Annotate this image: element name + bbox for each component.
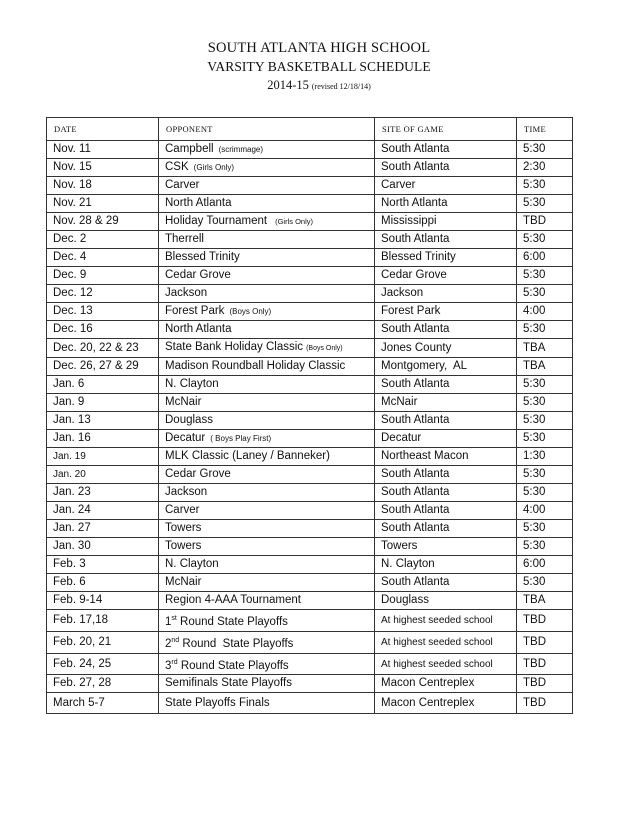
game-opponent — [159, 653, 375, 675]
game-date: Nov. 28 & 29 — [47, 213, 159, 231]
game-site: South Atlanta — [375, 502, 517, 520]
game-time: 6:00 — [517, 556, 573, 574]
game-site: Northeast Macon — [375, 448, 517, 466]
game-date: Dec. 12 — [47, 285, 159, 303]
season-line — [0, 78, 638, 93]
game-opponent — [159, 538, 375, 556]
game-opponent — [159, 358, 375, 376]
table-row — [47, 693, 573, 714]
game-time: 5:30 — [517, 466, 573, 484]
game-opponent — [159, 675, 375, 693]
game-opponent — [159, 466, 375, 484]
opponent-name: North Atlanta — [165, 323, 232, 335]
game-time: TBA — [517, 339, 573, 358]
opponent-name: N. Clayton — [165, 558, 219, 570]
game-date: Dec. 9 — [47, 267, 159, 285]
game-time: TBD — [517, 653, 573, 675]
opponent-name: Douglass — [165, 414, 213, 426]
table-row — [47, 466, 573, 484]
game-date: Jan. 30 — [47, 538, 159, 556]
round-number: 2 — [165, 637, 172, 650]
game-time: 5:30 — [517, 141, 573, 159]
game-time: TBD — [517, 610, 573, 632]
opponent-name: McNair — [165, 396, 202, 408]
game-date: Jan. 23 — [47, 484, 159, 502]
opponent-note: (Boys Only) — [306, 345, 343, 352]
game-opponent — [159, 556, 375, 574]
game-site: N. Clayton — [375, 556, 517, 574]
school-name: SOUTH ATLANTA HIGH SCHOOL — [207, 40, 431, 56]
game-opponent — [159, 159, 375, 177]
game-date: Feb. 6 — [47, 574, 159, 592]
game-site: McNair — [375, 394, 517, 412]
game-opponent — [159, 339, 375, 358]
column-header-date: DATE — [47, 118, 159, 141]
game-opponent — [159, 394, 375, 412]
table-row — [47, 213, 573, 231]
table-row — [47, 358, 573, 376]
game-site: Cedar Grove — [375, 267, 517, 285]
game-time: 4:00 — [517, 303, 573, 321]
game-site: South Atlanta — [375, 231, 517, 249]
game-time: 5:30 — [517, 430, 573, 448]
game-opponent — [159, 177, 375, 195]
table-row — [47, 267, 573, 285]
table-row — [47, 556, 573, 574]
opponent-name: Semifinals State Playoffs — [165, 677, 292, 690]
round-suffix: nd — [171, 636, 180, 644]
table-row — [47, 502, 573, 520]
opponent-name: CSK — [165, 161, 189, 173]
game-site: Decatur — [375, 430, 517, 448]
opponent-name: Round State Playoffs — [177, 659, 289, 672]
table-row — [47, 231, 573, 249]
game-date: March 5-7 — [47, 693, 159, 714]
game-date: Feb. 3 — [47, 556, 159, 574]
opponent-name: Madison Roundball Holiday Classic — [165, 360, 346, 372]
table-row — [47, 653, 573, 675]
opponent-name: Region 4-AAA Tournament — [165, 594, 301, 606]
column-header-site: SITE OF GAME — [375, 118, 517, 141]
round-suffix: rd — [171, 658, 178, 666]
game-site: South Atlanta — [375, 520, 517, 538]
opponent-name: Therrell — [165, 233, 204, 245]
game-date: Nov. 18 — [47, 177, 159, 195]
game-time: TBD — [517, 675, 573, 693]
game-date: Feb. 27, 28 — [47, 675, 159, 693]
game-site: South Atlanta — [375, 484, 517, 502]
table-row — [47, 321, 573, 339]
game-opponent — [159, 631, 375, 653]
game-time: 2:30 — [517, 159, 573, 177]
game-time: 6:00 — [517, 249, 573, 267]
game-date: Jan. 19 — [47, 448, 159, 466]
opponent-name: State Bank Holiday Classic — [165, 341, 304, 353]
game-site: Blessed Trinity — [375, 249, 517, 267]
game-time: 5:30 — [517, 177, 573, 195]
table-row — [47, 339, 573, 358]
opponent-name: Jackson — [165, 486, 208, 498]
game-time: TBD — [517, 631, 573, 653]
game-time: 5:30 — [517, 376, 573, 394]
game-date: Jan. 20 — [47, 466, 159, 484]
table-row — [47, 631, 573, 653]
opponent-name: Jackson — [165, 287, 208, 299]
game-time: 5:30 — [517, 520, 573, 538]
schedule-title: VARSITY BASKETBALL SCHEDULE — [207, 59, 431, 74]
table-row — [47, 574, 573, 592]
game-site: Carver — [375, 177, 517, 195]
table-row — [47, 394, 573, 412]
game-opponent — [159, 502, 375, 520]
game-site: South Atlanta — [375, 376, 517, 394]
game-time: 5:30 — [517, 412, 573, 430]
game-time: 5:30 — [517, 231, 573, 249]
opponent-name: North Atlanta — [165, 197, 232, 209]
game-site: Montgomery, AL — [375, 358, 517, 376]
game-site: At highest seeded school — [375, 610, 517, 632]
opponent-name: Round State Playoffs — [176, 615, 288, 628]
game-opponent — [159, 484, 375, 502]
season-year: 2014-15 — [267, 78, 309, 92]
game-date: Nov. 21 — [47, 195, 159, 213]
opponent-name: Blessed Trinity — [165, 251, 240, 263]
game-date: Jan. 24 — [47, 502, 159, 520]
opponent-name: Carver — [165, 504, 200, 516]
game-date: Nov. 15 — [47, 159, 159, 177]
game-date: Dec. 4 — [47, 249, 159, 267]
opponent-name: Towers — [165, 540, 202, 552]
opponent-note: (scrimmage) — [218, 145, 264, 154]
game-opponent — [159, 303, 375, 321]
game-opponent — [159, 574, 375, 592]
game-opponent — [159, 213, 375, 231]
table-row — [47, 610, 573, 632]
table-row — [47, 592, 573, 610]
game-site: At highest seeded school — [375, 653, 517, 675]
game-time: 5:30 — [517, 267, 573, 285]
table-row — [47, 448, 573, 466]
table-row — [47, 430, 573, 448]
opponent-name: Cedar Grove — [165, 468, 231, 480]
game-time: 5:30 — [517, 484, 573, 502]
opponent-name: McNair — [165, 576, 202, 588]
opponent-name: State Playoffs Finals — [165, 697, 270, 710]
game-date: Dec. 16 — [47, 321, 159, 339]
game-site: Douglass — [375, 592, 517, 610]
game-date: Feb. 9-14 — [47, 592, 159, 610]
game-site: Jones County — [375, 339, 517, 358]
opponent-note: (Boys Only) — [229, 307, 272, 316]
table-row — [47, 412, 573, 430]
opponent-name: Round State Playoffs — [179, 637, 294, 650]
opponent-name: Towers — [165, 522, 202, 534]
game-date: Dec. 26, 27 & 29 — [47, 358, 159, 376]
table-row — [47, 675, 573, 693]
opponent-name: MLK Classic (Laney / Banneker) — [165, 450, 330, 462]
table-row — [47, 376, 573, 394]
opponent-name: Carver — [165, 179, 200, 191]
game-time: 5:30 — [517, 574, 573, 592]
round-suffix: st — [171, 615, 177, 622]
game-opponent — [159, 412, 375, 430]
game-date: Dec. 2 — [47, 231, 159, 249]
opponent-note: ( Boys Play First) — [210, 434, 272, 443]
game-opponent — [159, 285, 375, 303]
column-header-opponent: OPPONENT — [159, 118, 375, 141]
game-opponent — [159, 592, 375, 610]
column-header-time: TIME — [517, 118, 573, 141]
game-date: Jan. 13 — [47, 412, 159, 430]
game-site: South Atlanta — [375, 321, 517, 339]
table-row — [47, 177, 573, 195]
game-site: Jackson — [375, 285, 517, 303]
game-site: South Atlanta — [375, 466, 517, 484]
opponent-note: (Girls Only) — [275, 217, 313, 226]
game-time: 5:30 — [517, 321, 573, 339]
round-number: 1 — [165, 615, 172, 628]
game-site: South Atlanta — [375, 412, 517, 430]
game-site: Forest Park — [375, 303, 517, 321]
table-row — [47, 538, 573, 556]
revised-note: (revised 12/18/14) — [311, 82, 371, 91]
game-site: South Atlanta — [375, 159, 517, 177]
table-row — [47, 285, 573, 303]
game-time: 5:30 — [517, 285, 573, 303]
game-site: At highest seeded school — [375, 631, 517, 653]
game-date: Jan. 9 — [47, 394, 159, 412]
opponent-name: N. Clayton — [165, 378, 219, 390]
game-opponent — [159, 610, 375, 632]
opponent-note: (Girls Only) — [193, 163, 235, 172]
game-time: 5:30 — [517, 394, 573, 412]
game-site: Macon Centreplex — [375, 675, 517, 693]
opponent-name: Decatur — [165, 432, 206, 444]
opponent-name: Cedar Grove — [165, 269, 231, 281]
game-time: TBA — [517, 358, 573, 376]
game-opponent — [159, 376, 375, 394]
game-date: Feb. 17,18 — [47, 610, 159, 632]
game-opponent — [159, 231, 375, 249]
game-opponent — [159, 249, 375, 267]
game-date: Feb. 20, 21 — [47, 631, 159, 653]
game-date: Feb. 24, 25 — [47, 653, 159, 675]
game-opponent — [159, 430, 375, 448]
opponent-name: Holiday Tournament — [165, 215, 268, 227]
game-date: Dec. 13 — [47, 303, 159, 321]
game-opponent — [159, 321, 375, 339]
game-opponent — [159, 448, 375, 466]
game-site: South Atlanta — [375, 141, 517, 159]
game-time: 1:30 — [517, 448, 573, 466]
table-row — [47, 303, 573, 321]
game-time: TBA — [517, 592, 573, 610]
game-date: Jan. 27 — [47, 520, 159, 538]
game-opponent — [159, 693, 375, 714]
schedule-body — [47, 141, 573, 714]
table-row — [47, 195, 573, 213]
opponent-name: Forest Park — [165, 305, 225, 317]
table-row — [47, 141, 573, 159]
game-date: Nov. 11 — [47, 141, 159, 159]
game-opponent — [159, 520, 375, 538]
round-number: 3 — [165, 659, 172, 672]
game-site: Towers — [375, 538, 517, 556]
game-opponent — [159, 267, 375, 285]
game-opponent — [159, 141, 375, 159]
game-site: Macon Centreplex — [375, 693, 517, 714]
game-time: TBD — [517, 693, 573, 714]
opponent-name: Campbell — [165, 143, 214, 155]
table-row — [47, 484, 573, 502]
game-site: South Atlanta — [375, 574, 517, 592]
game-time: TBD — [517, 213, 573, 231]
game-time: 5:30 — [517, 538, 573, 556]
game-site: North Atlanta — [375, 195, 517, 213]
game-time: 4:00 — [517, 502, 573, 520]
game-date: Dec. 20, 22 & 23 — [47, 339, 159, 358]
table-row — [47, 520, 573, 538]
schedule-table — [46, 117, 573, 714]
game-time: 5:30 — [517, 195, 573, 213]
game-date: Jan. 6 — [47, 376, 159, 394]
game-site: Mississippi — [375, 213, 517, 231]
table-row — [47, 249, 573, 267]
table-row — [47, 159, 573, 177]
game-date: Jan. 16 — [47, 430, 159, 448]
game-opponent — [159, 195, 375, 213]
table-header-row — [47, 118, 573, 141]
